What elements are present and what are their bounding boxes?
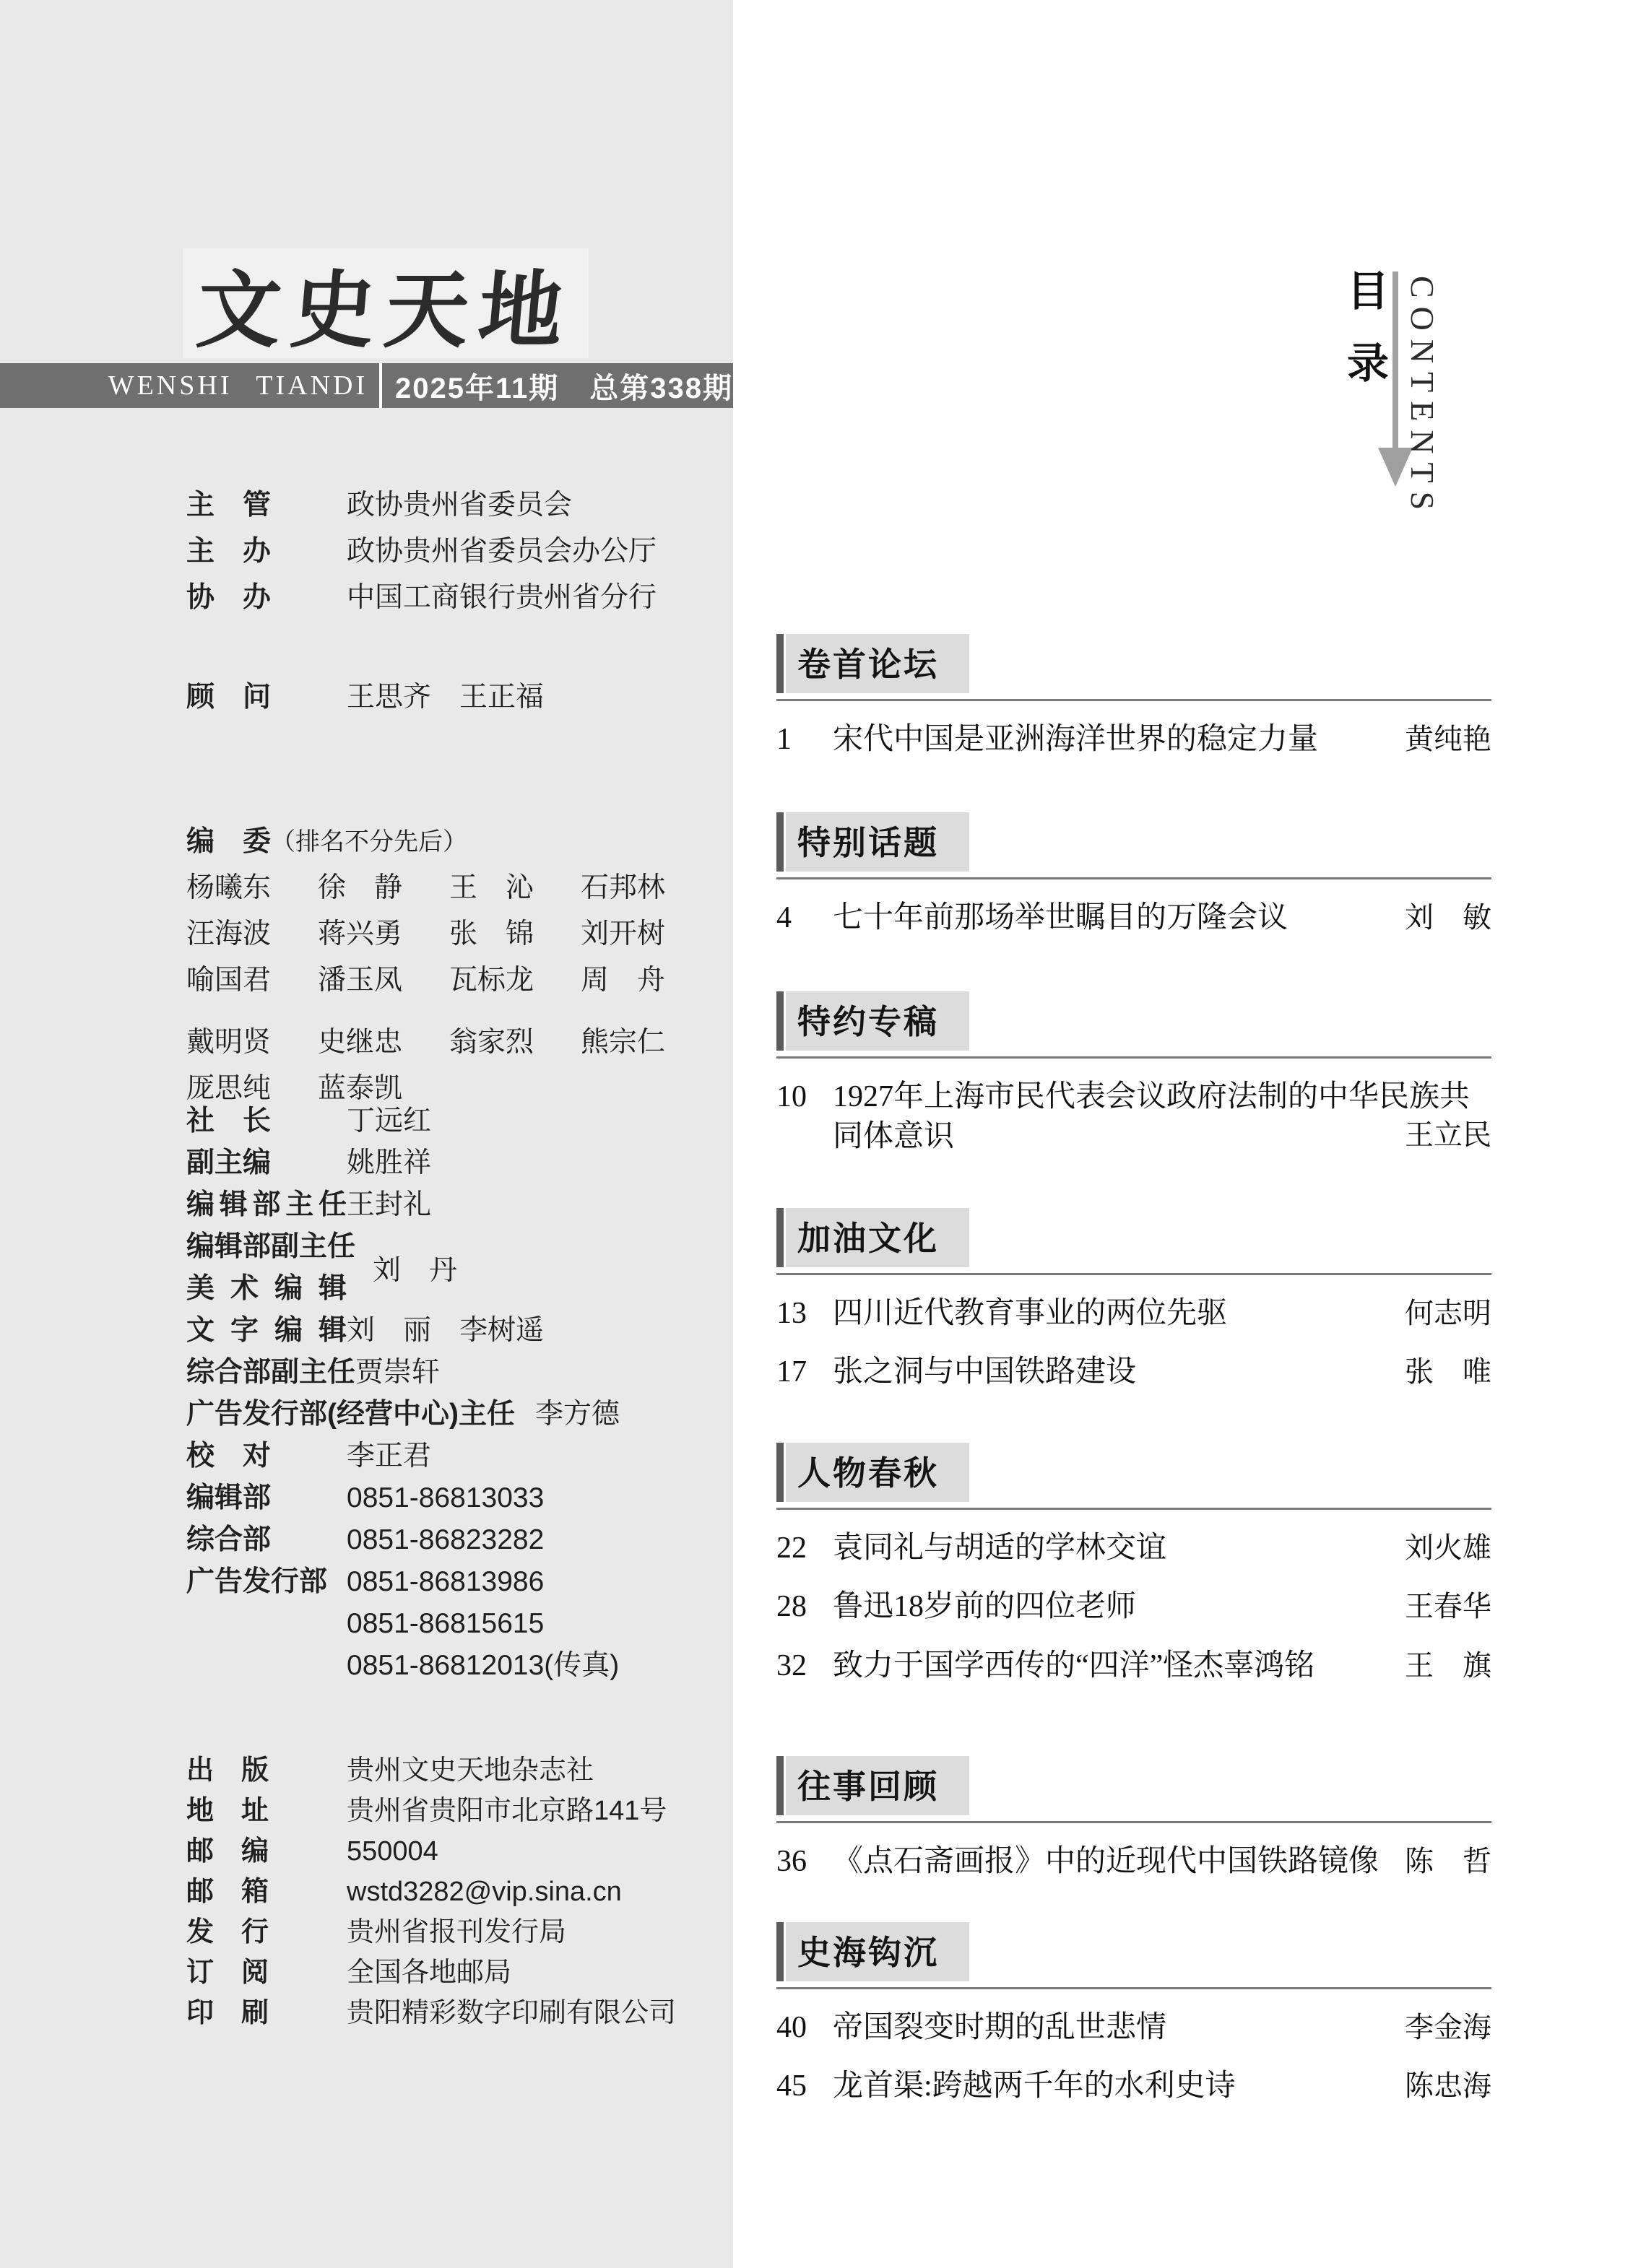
toc-entry xyxy=(776,1294,1491,1334)
toc-page-number: 4 xyxy=(776,901,792,934)
toc-article-title: 张之洞与中国铁路建设 xyxy=(833,1355,1137,1389)
staff-label: 副主编 xyxy=(186,1147,272,1178)
toc-section xyxy=(776,812,1491,938)
section-rule xyxy=(776,1821,1491,1823)
toc-author: 刘 敏 xyxy=(1405,901,1491,934)
section-title: 往事回顾 xyxy=(786,1756,969,1815)
info-label: 协 办 xyxy=(186,582,272,613)
section-bar xyxy=(776,634,784,693)
toc-article-title: 七十年前那场举世瞩目的万隆会议 xyxy=(833,901,1288,934)
staff-value: 丁远红 xyxy=(347,1105,432,1137)
toc-author: 王 旗 xyxy=(1405,1648,1491,1682)
board-label: 编 委 xyxy=(186,826,272,857)
staff-dual-row xyxy=(0,1226,733,1310)
board-member: 蒋兴勇 xyxy=(318,918,403,950)
staff-label: 社 长 xyxy=(186,1105,272,1137)
toc-article-title: 四川近代教育事业的两位先驱 xyxy=(833,1297,1228,1330)
board-member: 蓝泰凯 xyxy=(318,1073,403,1104)
section-bar xyxy=(776,1443,784,1502)
staff-label: 编辑部主任 xyxy=(186,1189,347,1220)
magazine-logo-box xyxy=(183,248,589,358)
staff-label: 美术编辑 xyxy=(186,1273,347,1304)
publication-value: 贵州文史天地杂志社 xyxy=(347,1755,594,1786)
staff-row xyxy=(0,1184,733,1226)
toc-article-title: 鲁迅18岁前的四位老师 xyxy=(833,1590,1137,1624)
publication-row xyxy=(0,1912,733,1952)
section-header xyxy=(776,1443,1491,1502)
board-member: 王 沁 xyxy=(449,872,534,903)
board-member: 喻国君 xyxy=(186,965,272,996)
toc-section xyxy=(776,1208,1491,1393)
toc-column xyxy=(776,0,1491,2268)
section-rule xyxy=(776,1987,1491,1989)
staff-value: 李方德 xyxy=(534,1399,620,1430)
section-title: 史海钩沉 xyxy=(786,1922,969,1981)
section-bar xyxy=(776,1922,784,1981)
toc-section xyxy=(776,1922,1491,2107)
board-member: 石邦林 xyxy=(581,872,666,903)
section-header xyxy=(776,812,1491,872)
magazine-logo: 文史天地 xyxy=(193,265,577,358)
staff-row xyxy=(0,1352,733,1394)
toc-section xyxy=(776,1443,1491,1686)
staff-value: 李正君 xyxy=(347,1441,432,1472)
toc-entry xyxy=(776,1529,1491,1568)
board-member: 杨曦东 xyxy=(186,872,272,903)
section-rule xyxy=(776,877,1491,879)
publication-email: wstd3282@vip.sina.cn xyxy=(347,1877,622,1907)
staff-row xyxy=(0,1394,733,1435)
staff-value: 王封礼 xyxy=(347,1189,432,1220)
info-row xyxy=(0,482,733,529)
publication-row xyxy=(0,1952,733,1993)
toc-author: 王春华 xyxy=(1405,1590,1491,1623)
toc-article-title: 帝国裂变时期的乱世悲情 xyxy=(833,2011,1167,2044)
toc-article-title: 龙首渠:跨越两千年的水利史诗 xyxy=(833,2069,1236,2103)
publication-value: 全国各地邮局 xyxy=(347,1958,512,1988)
editorial-board-block xyxy=(0,819,733,1112)
staff-value: 贾崇轩 xyxy=(355,1357,441,1388)
info-row xyxy=(0,674,733,721)
section-bar xyxy=(776,812,784,872)
publication-block xyxy=(0,1750,733,2033)
board-name-grid xyxy=(0,865,733,1004)
section-title: 特约专稿 xyxy=(786,991,969,1051)
toc-article-title: 致力于国学西传的“四洋”怪杰辜鸿铭 xyxy=(833,1648,1315,1682)
toc-author: 张 唯 xyxy=(1405,1355,1491,1389)
toc-page-number: 1 xyxy=(776,723,792,756)
publisher-info-block xyxy=(0,482,733,621)
toc-section xyxy=(776,991,1491,1157)
staff-value: 刘 丽 李树遥 xyxy=(347,1315,545,1346)
publication-row xyxy=(0,1791,733,1831)
board-name-grid xyxy=(0,1020,733,1112)
section-rule xyxy=(776,699,1491,701)
toc-page-number: 36 xyxy=(776,1845,807,1878)
publication-row xyxy=(0,1872,733,1912)
staff-dual-labels xyxy=(186,1226,357,1310)
board-header-row xyxy=(0,819,733,865)
publication-label: 地 址 xyxy=(186,1796,269,1826)
contents-title-english: CONTENTS xyxy=(1404,276,1441,519)
publication-value: 贵州省贵阳市北京路141号 xyxy=(347,1796,667,1826)
toc-author: 何志明 xyxy=(1405,1297,1491,1329)
contact-phone: 0851-86812013(传真) xyxy=(347,1650,620,1681)
section-bar xyxy=(776,1756,784,1815)
toc-entry xyxy=(776,2008,1491,2048)
staff-label: 校 对 xyxy=(186,1441,272,1472)
board-member: 翁家烈 xyxy=(449,1027,534,1058)
toc-author: 黄纯艳 xyxy=(1405,723,1491,755)
toc-page-number: 45 xyxy=(776,2069,807,2103)
toc-author: 陈忠海 xyxy=(1405,2069,1491,2103)
contact-label xyxy=(186,1645,347,1687)
board-member: 史继忠 xyxy=(318,1027,403,1058)
board-member: 徐 静 xyxy=(318,872,403,903)
toc-author: 刘火雄 xyxy=(1405,1531,1491,1564)
toc-section xyxy=(776,1756,1491,1882)
info-label: 主 管 xyxy=(186,490,272,521)
staff-row xyxy=(0,1142,733,1184)
toc-entry xyxy=(776,1587,1491,1627)
issue-number: 2025年11期 总第338期 xyxy=(394,372,733,404)
staff-row xyxy=(0,1310,733,1352)
section-rule xyxy=(776,1273,1491,1275)
info-row xyxy=(0,529,733,575)
toc-article-title: 宋代中国是亚洲海洋世界的稳定力量 xyxy=(833,723,1319,756)
board-member: 张 锦 xyxy=(449,918,534,950)
toc-entry xyxy=(776,1646,1491,1686)
staff-value: 刘 丹 xyxy=(373,1255,458,1286)
section-header xyxy=(776,991,1491,1051)
toc-entry xyxy=(776,720,1491,760)
toc-article-title: 袁同礼与胡适的学林交谊 xyxy=(833,1531,1167,1565)
board-member: 汪海波 xyxy=(186,918,272,950)
magazine-name-pinyin: WENSHI TIANDI xyxy=(108,370,368,401)
toc-article-title: 1927年上海市民代表会议政府法制的中华民族共同体意识 xyxy=(833,1080,1470,1154)
publication-label: 订 阅 xyxy=(186,1958,269,1988)
section-bar xyxy=(776,991,784,1051)
toc-article-title: 《点石斋画报》中的近现代中国铁路镜像 xyxy=(833,1845,1379,1878)
toc-page-number: 17 xyxy=(776,1355,807,1389)
publication-label: 邮 箱 xyxy=(186,1877,269,1907)
contents-title-chinese: 目录 xyxy=(1340,269,1387,413)
contact-row xyxy=(0,1603,733,1645)
toc-page-number: 40 xyxy=(776,2011,807,2044)
info-label: 顾 问 xyxy=(186,682,272,713)
contact-label: 编辑部 xyxy=(186,1482,272,1513)
toc-page-number: 22 xyxy=(776,1531,807,1565)
board-member: 周 舟 xyxy=(581,965,666,996)
toc-page-number: 32 xyxy=(776,1648,807,1682)
staff-label: 编辑部副主任 xyxy=(186,1231,356,1262)
board-member: 刘开树 xyxy=(581,918,666,950)
section-header xyxy=(776,1756,1491,1815)
staff-row xyxy=(0,1100,733,1142)
toc-author: 王立民 xyxy=(1405,1118,1491,1152)
staff-value: 姚胜祥 xyxy=(347,1147,432,1178)
advisor-block xyxy=(0,674,733,721)
contact-label xyxy=(186,1603,347,1645)
toc-page-number: 10 xyxy=(776,1080,807,1113)
masthead-column xyxy=(0,0,733,2268)
contact-phone: 0851-86815615 xyxy=(347,1608,545,1639)
section-title: 加油文化 xyxy=(786,1208,969,1267)
info-label: 主 办 xyxy=(186,536,272,567)
info-value: 政协贵州省委员会 xyxy=(347,490,573,521)
publication-value: 贵州省报刊发行局 xyxy=(347,1917,567,1947)
toc-section xyxy=(776,634,1491,760)
board-member: 潘玉凤 xyxy=(318,965,403,996)
section-header xyxy=(776,1208,1491,1267)
publication-value: 550004 xyxy=(347,1836,438,1867)
section-title: 卷首论坛 xyxy=(786,634,969,693)
info-value: 政协贵州省委员会办公厅 xyxy=(347,536,657,567)
staff-label: 广告发行部(经营中心)主任 xyxy=(186,1399,515,1430)
contact-row xyxy=(0,1561,733,1603)
section-header xyxy=(776,1922,1491,1981)
board-member: 厐思纯 xyxy=(186,1073,272,1104)
publication-label: 发 行 xyxy=(186,1917,269,1947)
section-title: 特别话题 xyxy=(786,812,969,872)
section-rule xyxy=(776,1508,1491,1510)
staff-label: 文字编辑 xyxy=(186,1315,347,1346)
publication-label: 邮 编 xyxy=(186,1836,269,1867)
masthead-bar xyxy=(0,363,733,408)
board-note: （排名不分先后） xyxy=(271,828,468,856)
section-header xyxy=(776,634,1491,693)
publication-value: 贵阳精彩数字印刷有限公司 xyxy=(347,1998,677,2028)
toc-entry xyxy=(776,1077,1491,1157)
staff-label: 综合部副主任 xyxy=(186,1357,356,1388)
contact-label: 综合部 xyxy=(186,1524,272,1555)
contact-phone: 0851-86823282 xyxy=(347,1524,545,1555)
toc-entry xyxy=(776,1842,1491,1882)
publication-label: 出 版 xyxy=(186,1755,269,1786)
publication-label: 印 刷 xyxy=(186,1998,269,2028)
toc-page-number: 13 xyxy=(776,1297,807,1330)
section-rule xyxy=(776,1056,1491,1059)
toc-entry xyxy=(776,2067,1491,2106)
contact-phone: 0851-86813033 xyxy=(347,1482,545,1513)
contact-row xyxy=(0,1519,733,1561)
toc-page-number: 28 xyxy=(776,1590,807,1624)
toc-entry xyxy=(776,1352,1491,1392)
section-bar xyxy=(776,1208,784,1267)
contact-phone: 0851-86813986 xyxy=(347,1566,545,1597)
publication-row xyxy=(0,1750,733,1791)
contact-row xyxy=(0,1477,733,1519)
contact-label: 广告发行部 xyxy=(186,1566,328,1597)
contact-row xyxy=(0,1645,733,1687)
staff-block xyxy=(0,1100,733,1687)
info-row xyxy=(0,575,733,621)
toc-entry xyxy=(776,898,1491,938)
publication-row xyxy=(0,1831,733,1872)
publication-row xyxy=(0,1993,733,2033)
board-member: 熊宗仁 xyxy=(581,1027,666,1058)
toc-author: 陈 哲 xyxy=(1405,1845,1491,1877)
info-value: 王思齐 王正福 xyxy=(347,682,545,713)
staff-row xyxy=(0,1435,733,1477)
board-member: 瓦标龙 xyxy=(449,965,534,996)
section-title: 人物春秋 xyxy=(786,1443,969,1502)
info-value: 中国工商银行贵州省分行 xyxy=(347,582,657,613)
board-member: 戴明贤 xyxy=(186,1027,272,1058)
toc-author: 李金海 xyxy=(1405,2011,1491,2043)
